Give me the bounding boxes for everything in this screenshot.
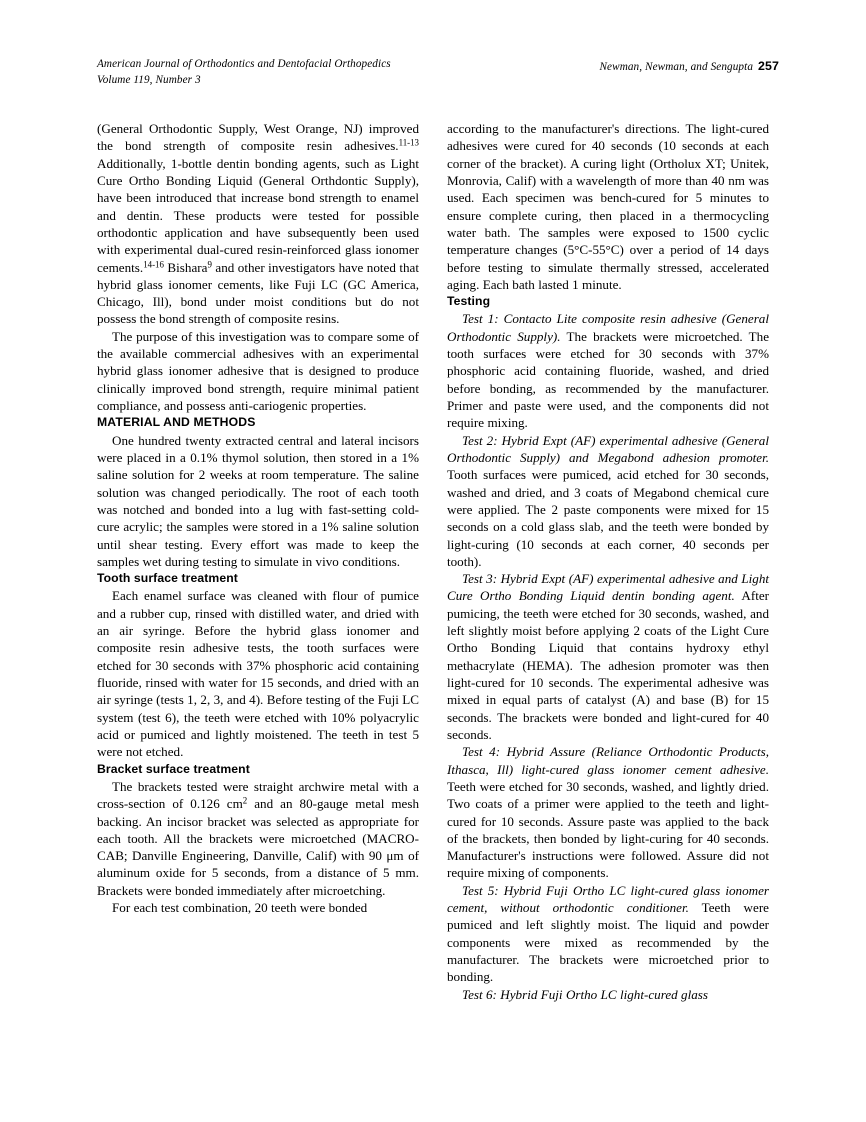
test-3-body: After pumicing, the teeth were etched for 30 seconds, washed, and left slightly moist before applying 2 coats of the Light Cure Ortho Bonding Liquid that contains hydroxy ethyl methacrylate (HEMA). The adhesion promoter was then light-cured for 10 seconds. The experimental adhesive was mixed in equal parts of catalyst (A) and base (B) for 15 seconds. The brackets were bonded and light-cured for 40 seconds. bbox=[447, 588, 769, 742]
reference-marker-9: 9 bbox=[207, 258, 212, 269]
heading-testing: Testing bbox=[447, 294, 491, 309]
paragraph-test-4 bbox=[447, 743, 769, 882]
para-text-b: Additionally, 1-bottle dentin bonding agents, such as Light Cure Ortho Bonding Liquid (General Orthdontic Supply), have been introduced that increase bond strength to enamel and dentin. These products were tested for possible orthodontic application and have subsequently been used with experimental dual-cured resin-reinforced glass ionomer cements. bbox=[97, 155, 419, 275]
paragraph-continuation bbox=[97, 120, 419, 328]
test-3-title: Test 3: Hybrid Expt (AF) experimental adhesive and Light Cure Ortho Bonding Liquid dentin bonding agent. bbox=[447, 571, 769, 604]
test-1-title: Test 1: Contacto Lite composite resin adhesive (General Orthodontic Supply). bbox=[447, 311, 769, 344]
test-4-body: Teeth were etched for 30 seconds, washed, and lightly dried. Two coats of a primer were applied to the teeth and light-cured for 10 seconds. Assure paste was applied to the back of the brackets, then bonded by light-curing for 40 seconds. Manufacturer's instructions were followed. Assure did not require mixing of components. bbox=[447, 778, 769, 881]
paragraph-test-1 bbox=[447, 310, 769, 431]
test-5-body: Teeth were pumiced and left slightly moist. The liquid and powder components were mixed as recommended by the manufacturer. The brackets were microetched prior to bonding. bbox=[447, 900, 769, 985]
journal-volume-line: Volume 119, Number 3 bbox=[97, 73, 201, 86]
paragraph-specimen-preparation: One hundred twenty extracted central and lateral incisors were placed in a 0.1% thymol solution, then stored in a 1% saline solution for 2 weeks at room temperature. The saline solution was changed periodically. The root of each tooth was notched and bonded into a lug with fast-setting cold-cure acrylic; the samples were stored in a 1% saline solution until shear testing. Every effort was made to keep the samples wet during testing to simulate in vivo conditions. bbox=[97, 432, 419, 569]
para-text-a: (General Orthodontic Supply, West Orange, NJ) improved the bond strength of composite resin adhesives. bbox=[97, 121, 419, 154]
left-column bbox=[97, 120, 419, 916]
running-head-authors-page bbox=[600, 57, 780, 75]
test-2-body: Tooth surfaces were pumiced, acid etched for 30 seconds, washed and dried, and 3 coats of Megabond chemical cure were applied. The 2 paste components were mixed for 15 seconds on a cold glass slab, and the teeth were bonded by light-curing (10 seconds at each corner, 40 seconds per tooth). bbox=[447, 467, 769, 569]
running-head bbox=[97, 57, 779, 91]
paragraph-purpose: The purpose of this investigation was to compare some of the available commercial adhesives with an experimental hybrid glass ionomer adhesive that is designed to produce clinically improved bond strength, require minimal patient compliance, and possess anti-cariogenic properties. bbox=[97, 328, 419, 413]
paragraph-tooth-surface-treatment: Each enamel surface was cleaned with flour of pumice and a rubber cup, rinsed with distilled water, and dried with an air syringe. Before the hybrid glass ionomer and composite resin adhesive tests, the tooth surfaces were etched for 30 seconds with 37% phosphoric acid containing fluoride, rinsed with water for 15 seconds, and dried with an air syringe (tests 1, 2, 3, and 4). Before testing of the Fuji LC system (test 6), the teeth were etched with 10% polyacrylic acid or pumiced and lightly moistened. The teeth in test 5 were not etched. bbox=[97, 588, 419, 760]
reference-marker-11-13: 11-13 bbox=[398, 137, 419, 148]
para-text-c: Bishara bbox=[163, 259, 208, 275]
paragraph-curing-thermocycling: according to the manufacturer's directions. The light-cured adhesives were cured for 40 seconds (10 seconds at each corner of the bracket). A curing light (Ortholux XT; Unitek, Monrovia, Calif) with a wavelength of more than 40 nm was used. Each specimen was bench-cured for 5 minutes to ensure complete curing, then placed in a thermocycling water bath. The samples were exposed to 1500 cyclic temperature changes (5°C-55°C) over a period of 14 days before testing to simulate thermally stressed, accelerated aging. Each bath lasted 1 minute. bbox=[447, 121, 769, 292]
paragraph-test-5 bbox=[447, 882, 769, 986]
right-column bbox=[447, 120, 769, 1003]
paragraph-test-2 bbox=[447, 432, 769, 571]
paragraph-bracket-surface-treatment bbox=[97, 778, 419, 899]
running-head-authors: Newman, Newman, and Sengupta bbox=[599, 61, 754, 73]
superscript-square: 2 bbox=[242, 795, 248, 806]
heading-material-and-methods: MATERIAL AND METHODS bbox=[97, 415, 256, 430]
journal-title-line: American Journal of Orthodontics and Dentofacial Orthopedics bbox=[97, 58, 391, 70]
paragraph-test-6 bbox=[447, 986, 769, 1003]
bracket-para-text-a: The brackets tested were straight archwire metal with a cross-section of 0.126 cm bbox=[97, 778, 419, 812]
test-4-title: Test 4: Hybrid Assure (Reliance Orthodontic Products, Ithasca, Ill) light-cured glass ionomer cement adhesive. bbox=[447, 744, 769, 777]
heading-tooth-surface-treatment: Tooth surface treatment bbox=[97, 571, 238, 586]
test-1-body: The brackets were microetched. The tooth surfaces were etched for 30 seconds with 37% phosphoric acid containing fluoride, washed, and dried before bonding, as recommended by the manufacturer. Primer and paste were used, and the components did not require mixing. bbox=[447, 328, 770, 431]
bracket-para-text-b: and an 80-gauge metal mesh backing. An incisor bracket was selected as appropriate for each tooth. All the brackets were microetched (MACRO-CAB; Danville Engineering, Danville, Calif) with 90 μm of aluminum oxide for 5 seconds, from a distance of 5 mm. Brackets were bonded immediately after microetching. bbox=[97, 796, 419, 898]
test-2-title: Test 2: Hybrid Expt (AF) experimental adhesive (General Orthodontic Supply) and Megabond adhesion promoter. bbox=[447, 432, 769, 465]
para-text-d: and other investigators have noted that hybrid glass ionomer cements, like Fuji LC (GC America, Chicago, Ill), bond under moist conditions but do not possess the bond strength of composite resins. bbox=[97, 259, 420, 327]
test-5-title: Test 5: Hybrid Fuji Ortho LC light-cured glass ionomer cement, without orthodontic conditioner. bbox=[447, 882, 769, 916]
reference-marker-14-16: 14-16 bbox=[143, 258, 164, 269]
page-number: 257 bbox=[758, 59, 779, 73]
test-6-title: Test 6: Hybrid Fuji Ortho LC light-cured glass bbox=[462, 986, 708, 1002]
paragraph-test-3 bbox=[447, 570, 769, 743]
running-head-journal bbox=[97, 57, 391, 88]
paragraph-test-combination: For each test combination, 20 teeth were bonded bbox=[112, 900, 368, 916]
heading-bracket-surface-treatment: Bracket surface treatment bbox=[97, 761, 250, 776]
